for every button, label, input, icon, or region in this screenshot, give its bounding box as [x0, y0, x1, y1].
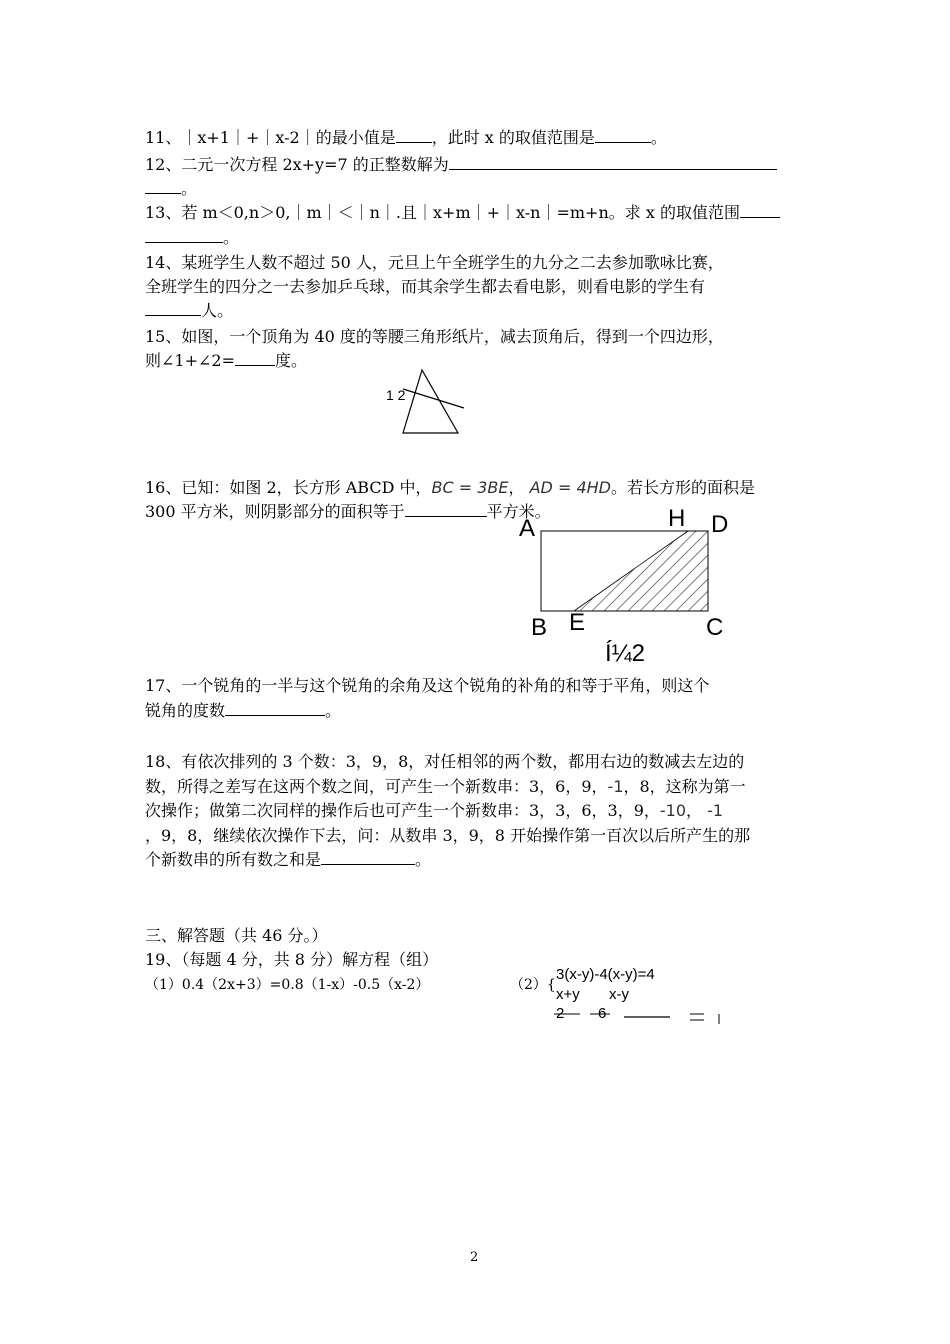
- question-19-part2-label: （2）{: [510, 977, 556, 993]
- question-18-line4: ，9，8，继续依次操作下去，问：从数串 3，9，8 开始操作第一百次以后所产生的那: [145, 826, 751, 845]
- question-15-line2: 则∠1+∠2= 度。: [145, 351, 308, 370]
- question-14-line3: 人。: [145, 301, 233, 321]
- answer-blank[interactable]: [145, 228, 223, 243]
- triangle-shape: [403, 370, 458, 433]
- answer-blank[interactable]: [145, 301, 201, 316]
- label-b: B: [531, 614, 548, 641]
- question-18-line2: 数，所得之差写在这两个数之间，可产生一个新数串：3，6，9，-1，8，这称为第一: [145, 777, 746, 796]
- rectangle-figure: [540, 530, 710, 612]
- fraction-bars: [552, 1000, 727, 1030]
- question-12-cont: 。: [145, 179, 197, 199]
- question-18-line3: 次操作；做第二次同样的操作后也可产生一个新数串：3，3，6，3，9，-10， -1: [145, 801, 724, 820]
- label-c: C: [706, 614, 724, 641]
- line-eh: [574, 531, 688, 611]
- question-12: 12、二元一次方程 2x+y=7 的正整数解为: [145, 155, 777, 175]
- formula-bc: BC = 3BE: [431, 478, 509, 497]
- label-a: A: [519, 515, 536, 542]
- question-16-line1: 16、已知：如图 2，长方形 ABCD 中，BC = 3BE， AD = 4HD。若长方形的面积是: [145, 478, 755, 497]
- answer-blank[interactable]: [225, 701, 325, 716]
- question-13-cont: 。: [145, 228, 239, 248]
- system-eq-x-minus-y: x-y: [609, 986, 629, 1003]
- question-15-line1: 15、如图，一个顶角为 40 度的等腰三角形纸片，减去顶角后，得到一个四边形，: [145, 327, 724, 346]
- answer-blank[interactable]: [740, 203, 780, 218]
- angle-labels: 1 2: [386, 387, 406, 403]
- system-eq-denominator-2: 2: [556, 1005, 565, 1022]
- answer-blank[interactable]: [396, 128, 432, 143]
- system-eq-x-plus-y: x+y: [556, 986, 580, 1003]
- question-19-title: 19、（每题 4 分，共 8 分）解方程（组）: [145, 950, 439, 969]
- page-number: 2: [470, 1250, 479, 1265]
- triangle-figure: [380, 365, 480, 440]
- question-17-line2: 锐角的度数 。: [145, 701, 342, 720]
- question-17-line1: 17、一个锐角的一半与这个锐角的余角及这个锐角的补角的和等于平角，则这个: [145, 676, 710, 695]
- label-h: H: [668, 505, 686, 532]
- label-d: D: [711, 511, 729, 538]
- question-18-line5: 个新数串的所有数之和是 。: [145, 850, 432, 869]
- shaded-region: [580, 531, 710, 611]
- question-19-part1: （1）0.4（2x+3）=0.8（1-x）-0.5（x-2）: [145, 977, 430, 993]
- answer-blank[interactable]: [405, 502, 487, 517]
- rectangle-svg: [540, 530, 710, 612]
- formula-ad: AD = 4HD: [529, 478, 611, 497]
- answer-blank[interactable]: [235, 351, 275, 366]
- answer-blank[interactable]: [145, 179, 181, 194]
- rectangle-abcd: [541, 531, 708, 611]
- answer-blank[interactable]: [321, 850, 415, 865]
- question-11: 11、｜x+1｜+｜x-2｜的最小值是 ，此时 x 的取值范围是 。: [145, 128, 667, 147]
- answer-blank[interactable]: [595, 128, 651, 143]
- system-eq-line1: 3(x-y)-4(x-y)=4: [556, 966, 655, 983]
- question-16-line2: 300 平方米，则阴影部分的面积等于 平方米。: [145, 502, 551, 521]
- label-e: E: [569, 609, 586, 636]
- answer-blank[interactable]: [449, 155, 777, 170]
- question-14-line1: 14、某班学生人数不超过 50 人，元旦上午全班学生的九分之二去参加歌咏比赛，: [145, 253, 724, 272]
- cut-line: [403, 389, 464, 408]
- section-3-heading: 三、解答题（共 46 分。）: [145, 926, 328, 945]
- question-13: 13、若 m＜0,n＞0,｜m｜＜｜n｜.且｜x+m｜+｜x-n｜=m+n。求 x 的取值范围: [145, 203, 780, 223]
- question-14-line2: 全班学生的四分之一去参加乒乓球，而其余学生都去看电影，则看电影的学生有: [145, 277, 706, 296]
- system-eq-denominator-6: 6: [598, 1005, 607, 1022]
- question-18-line1: 18、有依次排列的 3 个数：3，9，8，对任相邻的两个数，都用右边的数减去左边的: [145, 752, 745, 771]
- figure-caption: Í¼2: [605, 640, 646, 667]
